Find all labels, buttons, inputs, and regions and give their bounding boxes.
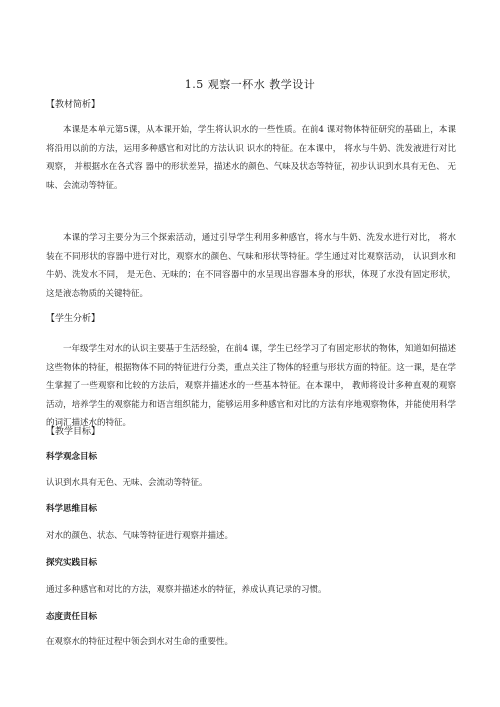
goal-title-thinking: 科学思维目标 (46, 504, 98, 514)
students-paragraph-1: 一年级学生对水的认识主要基于生活经验，在前4 课，学生已经学习了有固定形状的物体，知道如何描述这些物体的特征，根据物体不同的特征进行分类，重点关注了物体的轻重与形状方面的特征。这一课，是在学生掌握了一些观察和比较的方法后，观察并描述水的一些基本特征。在本课中， 教师将设计多种直观的观察活动，培养学生的观察能力和语言组织能力，能够运用多种感官和对比的方法有序地观察物体，并能使用科学的词汇描述水的特征。 (46, 344, 456, 428)
section-heading-materials: 【教材简析】 (46, 100, 101, 110)
document-title: 1.5 观察一杯水 教学设计 (184, 78, 316, 91)
goal-title-attitude: 态度责任目标 (46, 612, 98, 622)
goal-title-concept: 科学观念目标 (46, 452, 98, 462)
materials-paragraph-2: 本课的学习主要分为三个探索活动，通过引导学生利用多种感官，将水与牛奶、洗发水进行对比， 将水装在不同形状的容器中进行对比，观察水的颜色、气味和形状等特征。学生通过对比观察活动， 认识到水和牛奶、洗发水不同， 是无色、无味的；在不同容器中的水呈现出容器本身的形状，体现了水没有固定形状，这是液态物质的关键特征。 (46, 233, 456, 299)
goal-text-practice: 通过多种感官和对比的方法，观察并描述水的特征，养成认真记录的习惯。 (46, 585, 327, 595)
goal-text-concept: 认识到水具有无色、无味、会流动等特征。 (46, 478, 208, 488)
goal-text-attitude: 在观察水的特征过程中领会到水对生命的重要性。 (46, 637, 234, 647)
section-heading-students: 【学生分析】 (46, 314, 101, 324)
goal-title-practice: 探究实践目标 (46, 558, 98, 568)
section-heading-goals: 【教学目标】 (46, 427, 101, 437)
goal-text-thinking: 对水的颜色、状态、气味等特征进行观察并描述。 (46, 531, 234, 541)
materials-paragraph-1: 本课是本单元第5课，从本课开始，学生将认识水的一些性质。在前4 课对物体特征研究的基础上，本课将沿用以前的方法，运用多种感官和对比的方法认识 识水的特征。在本课中， 将水与牛奶、洗发液进行对比观察， 并根据水在各式容 器中的形状差异，描述水的颜色、气味及状态等特征，初步认识到水具有无色、 无味、会流动等特征。 (46, 125, 456, 191)
